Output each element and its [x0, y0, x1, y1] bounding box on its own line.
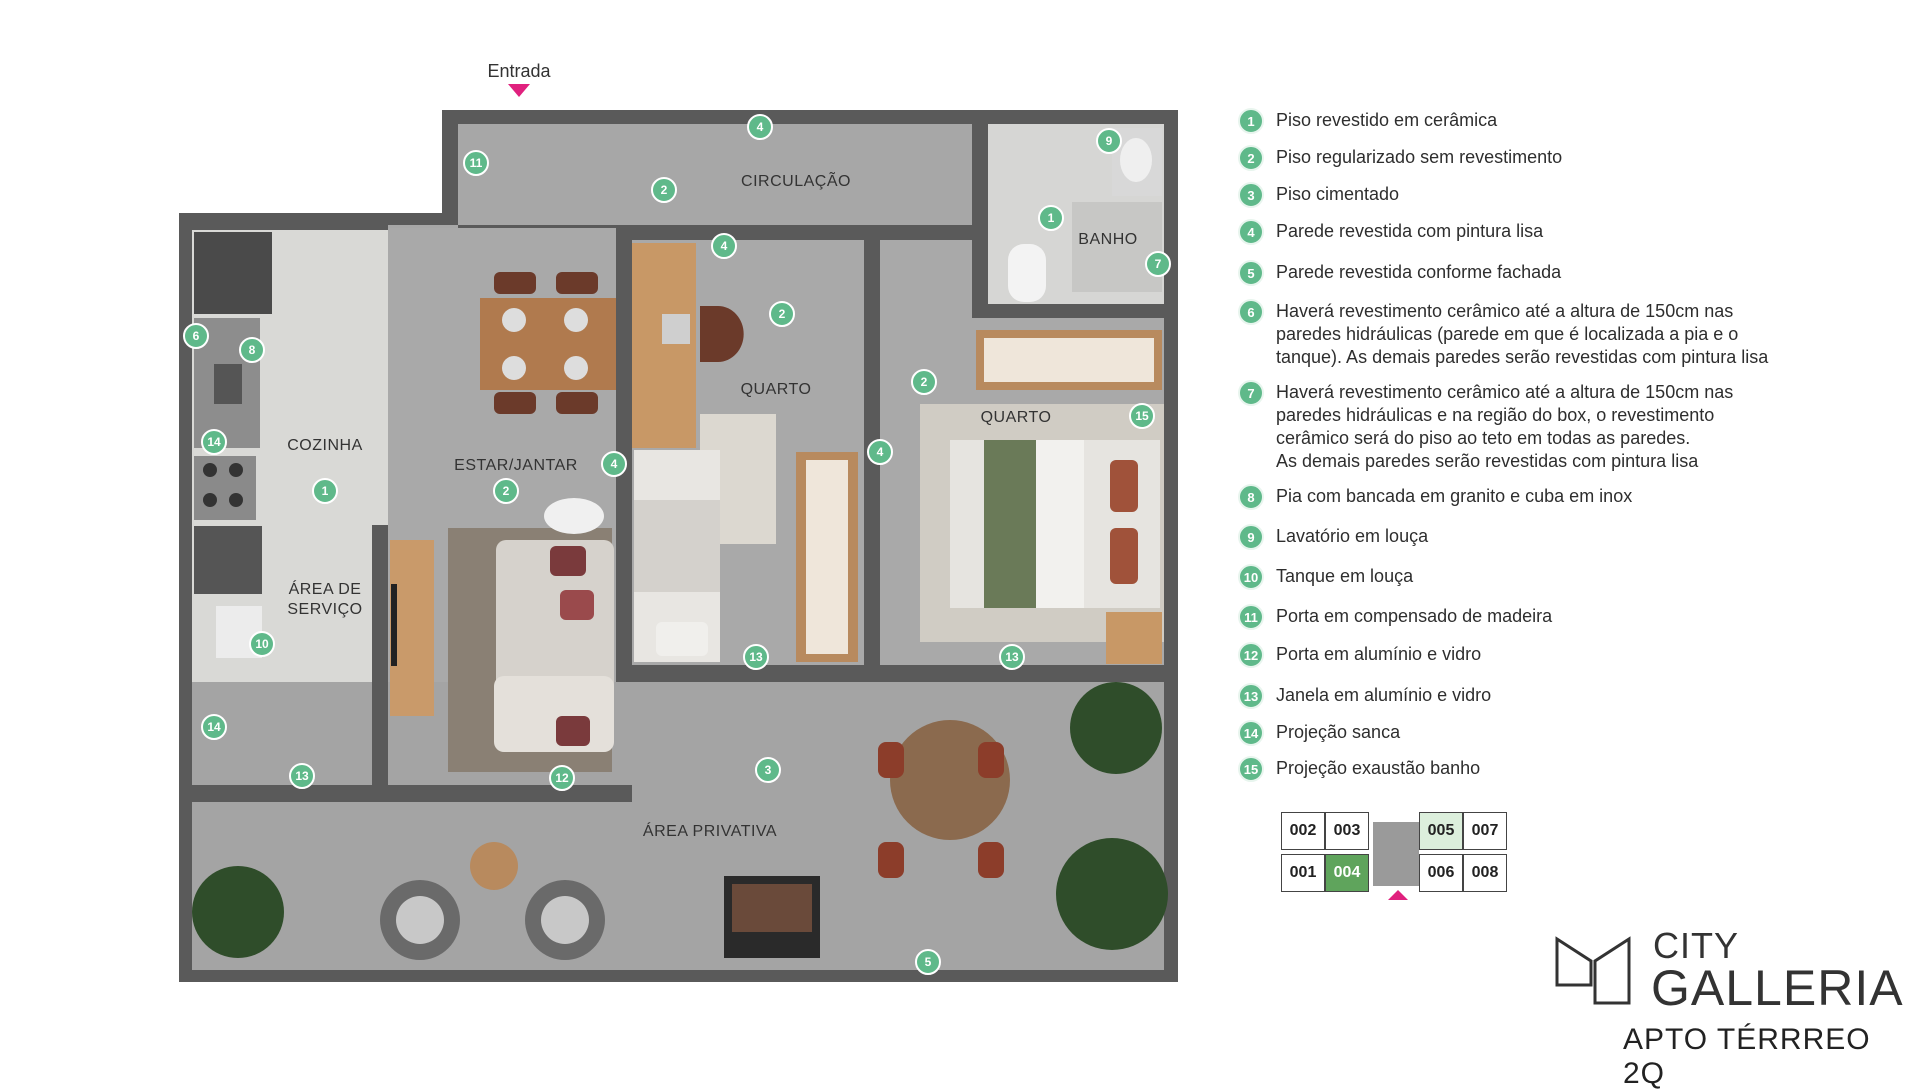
laptop — [662, 314, 690, 344]
room-label-circulacao: CIRCULAÇÃO — [741, 173, 851, 190]
brand-name-line1: CITY — [1653, 925, 1740, 966]
svg-text:14: 14 — [207, 435, 221, 449]
legend-text: Piso regularizado sem revestimento — [1276, 147, 1563, 167]
tv — [391, 584, 397, 666]
building-core — [1373, 822, 1419, 886]
plan-marker — [1130, 404, 1154, 428]
svg-text:1: 1 — [321, 484, 329, 498]
wall — [616, 228, 632, 665]
plan-marker — [756, 758, 780, 782]
fridge — [194, 232, 272, 314]
plan-marker — [748, 115, 772, 139]
legend-text: Piso cimentado — [1276, 184, 1400, 204]
room-label-area-servico-2: SERVIÇO — [287, 601, 363, 618]
plate — [502, 308, 526, 332]
legend-text: Piso revestido em cerâmica — [1276, 110, 1498, 130]
plant — [1056, 838, 1168, 950]
legend-item — [1238, 299, 1836, 369]
round-table — [890, 720, 1010, 840]
bed-blanket — [1036, 440, 1084, 608]
plant — [1070, 682, 1162, 774]
sofa-seat — [494, 676, 614, 752]
plan-subtitle: APTO TÉRRREO 2Q — [1623, 1023, 1871, 1090]
legend-text: Tanque em louça — [1276, 566, 1414, 586]
svg-text:4: 4 — [720, 239, 728, 253]
toilet — [1008, 244, 1046, 302]
plan-marker — [1097, 129, 1121, 153]
plan-marker — [770, 302, 794, 326]
legend-text: Haverá revestimento cerâmico até a altura de 150cm nas paredes hidráulicas (parede em que é localizada a pia e o tanque). As demais paredes serão revestidas com pintura lisa — [1276, 301, 1769, 367]
wall — [372, 525, 388, 785]
plan-marker — [1000, 645, 1024, 669]
legend-number: 2 — [1238, 145, 1264, 171]
svg-text:14: 14 — [207, 720, 221, 734]
plate — [564, 308, 588, 332]
legend-item — [1238, 219, 1836, 245]
pillow — [1110, 528, 1138, 584]
svg-text:3: 3 — [764, 763, 772, 777]
plan-marker — [602, 452, 626, 476]
wall — [632, 228, 764, 240]
room-label-estar-jantar: ESTAR/JANTAR — [454, 457, 578, 474]
svg-text:8: 8 — [248, 343, 256, 357]
legend-text: Projeção sanca — [1276, 722, 1401, 742]
chair — [556, 272, 598, 294]
chair — [978, 842, 1004, 878]
room-label-area-privativa: ÁREA PRIVATIVA — [642, 823, 778, 840]
burner — [229, 493, 243, 507]
legend-item — [1238, 720, 1836, 746]
entrance-arrow-icon — [508, 84, 530, 97]
legend-number: 3 — [1238, 182, 1264, 208]
plate — [564, 356, 588, 380]
chair — [878, 742, 904, 778]
basin-bowl — [1120, 138, 1152, 182]
plan-marker — [550, 766, 574, 790]
legend-number: 6 — [1238, 299, 1264, 325]
plan-marker — [313, 479, 337, 503]
wall — [192, 213, 388, 230]
legend-item — [1238, 642, 1836, 668]
brand-logo-icon — [1553, 933, 1633, 1013]
svg-text:15: 15 — [1135, 409, 1149, 423]
unit-cell: 008 — [1463, 854, 1507, 892]
legend-text: Janela em alumínio e vidro — [1276, 685, 1492, 705]
svg-text:2: 2 — [778, 307, 786, 321]
armchair-seat — [541, 896, 589, 944]
side-table — [544, 498, 604, 534]
entrance-label: Entrada — [487, 61, 551, 81]
unit-cell: 007 — [1463, 812, 1507, 850]
chair — [556, 392, 598, 414]
legend-text: Pia com bancada em granito e cuba em inox — [1276, 486, 1633, 506]
stove — [194, 456, 256, 520]
legend-item — [1238, 683, 1836, 709]
plan-marker — [868, 440, 892, 464]
plan-marker — [744, 645, 768, 669]
unit-cell: 003 — [1325, 812, 1369, 850]
legend-number: 4 — [1238, 219, 1264, 245]
burner — [203, 463, 217, 477]
plant — [192, 866, 284, 958]
svg-text:13: 13 — [295, 769, 309, 783]
legend-number: 9 — [1238, 524, 1264, 550]
plan-marker — [240, 338, 264, 362]
barbecue-grill — [732, 884, 812, 932]
legend-item — [1238, 380, 1836, 473]
wall — [972, 304, 1164, 318]
plan-marker — [912, 370, 936, 394]
plan-marker — [916, 950, 940, 974]
plan-marker — [652, 178, 676, 202]
entrance-arrow-icon — [1388, 890, 1408, 900]
pillow — [1110, 460, 1138, 512]
bed-throw — [984, 440, 1036, 608]
unit-cell-current: 004 — [1325, 854, 1369, 892]
plan-marker — [250, 632, 274, 656]
legend-number: 12 — [1238, 642, 1264, 668]
svg-text:1: 1 — [1047, 211, 1055, 225]
dining-table — [480, 298, 616, 390]
legend-item — [1238, 260, 1836, 286]
cushion — [556, 716, 590, 746]
legend-text: Porta em compensado de madeira — [1276, 606, 1553, 626]
svg-text:6: 6 — [192, 329, 200, 343]
room-label-cozinha: COZINHA — [287, 437, 363, 454]
room-label-area-servico-1: ÁREA DE — [288, 581, 362, 598]
plan-marker — [712, 234, 736, 258]
svg-text:13: 13 — [1005, 650, 1019, 664]
legend-number: 13 — [1238, 683, 1264, 709]
chair — [494, 272, 536, 294]
svg-text:5: 5 — [924, 955, 932, 969]
legend-number: 11 — [1238, 604, 1264, 630]
unit-cell: 001 — [1281, 854, 1325, 892]
svg-text:13: 13 — [749, 650, 763, 664]
svg-text:12: 12 — [555, 771, 569, 785]
unit-cell: 006 — [1419, 854, 1463, 892]
pillow — [656, 622, 708, 656]
chair — [878, 842, 904, 878]
legend-number: 15 — [1238, 756, 1264, 782]
svg-text:4: 4 — [876, 445, 884, 459]
plan-marker — [494, 479, 518, 503]
plan-marker — [1146, 252, 1170, 276]
svg-text:2: 2 — [502, 484, 510, 498]
legend-item — [1238, 484, 1836, 510]
svg-text:4: 4 — [610, 457, 618, 471]
legend-number: 8 — [1238, 484, 1264, 510]
legend-number: 5 — [1238, 260, 1264, 286]
legend-text: Projeção exaustão banho — [1276, 758, 1481, 778]
chair — [978, 742, 1004, 778]
legend-number: 7 — [1238, 380, 1264, 406]
legend-item — [1238, 182, 1836, 208]
room-label-banho: BANHO — [1078, 231, 1138, 248]
legend-item — [1238, 756, 1836, 782]
plan-marker — [1039, 206, 1063, 230]
brand-name-line2: GALLERIA — [1651, 960, 1904, 1016]
wardrobe-inner — [984, 338, 1154, 382]
legend-item — [1238, 564, 1836, 590]
legend-number: 14 — [1238, 720, 1264, 746]
svg-text:4: 4 — [756, 120, 764, 134]
legend-text: Lavatório em louça — [1276, 526, 1429, 546]
legend-text: Porta em alumínio e vidro — [1276, 644, 1482, 664]
room-label-quarto-1: QUARTO — [740, 381, 812, 398]
washer — [194, 526, 262, 594]
wall — [972, 124, 988, 304]
burner — [203, 493, 217, 507]
legend-item — [1238, 604, 1836, 630]
legend-text: Haverá revestimento cerâmico até a altura de 150cm nas paredes hidráulicas e na região do box, o revestimento cerâmico será do piso ao teto em todas as paredes. As demais paredes serão revestidas com pintura lisa — [1276, 382, 1734, 471]
svg-text:11: 11 — [469, 156, 483, 170]
legend-item — [1238, 145, 1836, 171]
svg-text:10: 10 — [255, 637, 269, 651]
unit-cell-highlighted: 005 — [1419, 812, 1463, 850]
legend-text: Parede revestida com pintura lisa — [1276, 221, 1544, 241]
bed-blanket — [634, 500, 720, 592]
desk — [632, 243, 696, 448]
legend-number: 1 — [1238, 108, 1264, 134]
svg-text:9: 9 — [1105, 134, 1113, 148]
plate — [502, 356, 526, 380]
plan-marker — [184, 324, 208, 348]
nightstand — [1106, 612, 1162, 664]
legend-item — [1238, 108, 1836, 134]
unit-cell: 002 — [1281, 812, 1325, 850]
legend-text: Parede revestida conforme fachada — [1276, 262, 1562, 282]
wardrobe-inner — [806, 460, 848, 654]
svg-text:2: 2 — [660, 183, 668, 197]
room-label-quarto-2: QUARTO — [980, 409, 1052, 426]
armchair-seat — [396, 896, 444, 944]
plan-marker — [202, 430, 226, 454]
legend-number: 10 — [1238, 564, 1264, 590]
plan-marker — [290, 764, 314, 788]
cushion — [560, 590, 594, 620]
plan-marker — [202, 715, 226, 739]
svg-text:2: 2 — [920, 375, 928, 389]
coffee-table — [470, 842, 518, 890]
plan-marker — [464, 151, 488, 175]
sink — [214, 364, 242, 404]
brand-block — [1553, 925, 1920, 1090]
unit-locator — [1281, 812, 1508, 896]
wall — [632, 665, 1164, 682]
svg-text:7: 7 — [1154, 257, 1162, 271]
legend-item — [1238, 524, 1836, 550]
burner — [229, 463, 243, 477]
chair — [494, 392, 536, 414]
cushion — [550, 546, 586, 576]
